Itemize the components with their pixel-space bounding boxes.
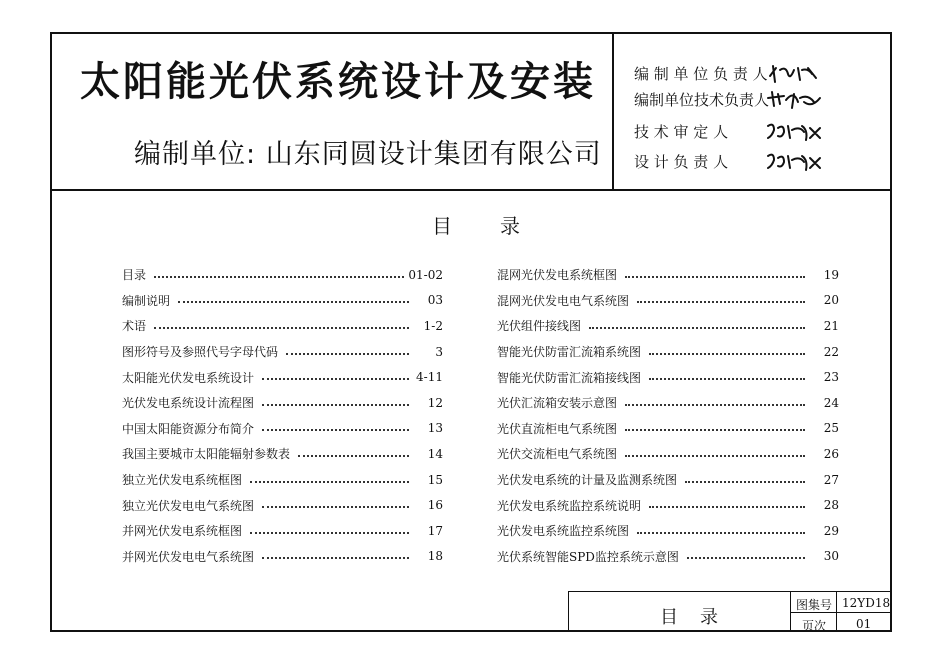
toc-entry-title: 术语: [122, 319, 147, 334]
dot-leader: [625, 404, 805, 406]
signature-role: 技 术 审 定 人: [634, 122, 729, 141]
toc-entry-page: 28: [823, 498, 839, 513]
toc-entry-page: 4-11: [416, 370, 443, 385]
toc-entry-title: 独立光伏发电电气系统图: [122, 498, 255, 513]
dot-leader: [250, 532, 409, 534]
toc-entry: [122, 313, 443, 339]
dot-leader: [637, 532, 805, 534]
document-title: 太阳能光伏系统设计及安装: [80, 59, 596, 105]
dot-leader: [262, 404, 409, 406]
toc-entry: [122, 441, 443, 467]
toc-entry-title: 图形符号及参照代号字母代码: [122, 345, 279, 360]
dot-leader: [625, 455, 805, 457]
toc-entry-title: 编制说明: [122, 293, 171, 308]
toc-entry-title: 光伏发电系统监控系统图: [497, 524, 630, 539]
toc-entry-page: 19: [823, 267, 839, 282]
toc-entry-title: 目录: [122, 268, 147, 283]
dot-leader: [154, 327, 409, 329]
toc-entry: [497, 364, 839, 390]
toc-entry-title: 我国主要城市太阳能辐射参数表: [122, 447, 291, 462]
dot-leader: [250, 481, 409, 483]
toc-entry: [497, 390, 839, 416]
toc-entry-page: 13: [427, 421, 443, 436]
toc-entry: [122, 416, 443, 442]
signature-role: 设 计 负 责 人: [634, 152, 729, 171]
toc-entry-page: 23: [823, 370, 839, 385]
toc-entry: [122, 390, 443, 416]
dot-leader: [649, 353, 805, 355]
handwritten-signature-icon: [764, 120, 824, 142]
toc-entry: [497, 544, 839, 570]
toc-entry-page: 18: [427, 549, 443, 564]
toc-entry-page: 20: [823, 293, 839, 308]
toc-left-column: [122, 262, 443, 569]
toc-heading-char: 目: [432, 214, 452, 238]
dot-leader: [589, 327, 805, 329]
title-block-border: [568, 591, 892, 592]
sheet-name-char: 录: [700, 607, 718, 628]
toc-entry: [122, 288, 443, 314]
dot-leader: [154, 276, 404, 278]
toc-entry: [497, 313, 839, 339]
toc-entry-page: 25: [823, 421, 839, 436]
toc-entry-page: 17: [427, 523, 443, 538]
toc-entry-title: 光伏组件接线图: [497, 319, 582, 334]
title-block-border: [568, 591, 569, 632]
toc-entry: [122, 262, 443, 288]
toc-entry-page: 3: [435, 344, 443, 359]
toc-entry: [122, 518, 443, 544]
toc-entry-title: 中国太阳能资源分布简介: [122, 421, 255, 436]
dot-leader: [298, 455, 409, 457]
dot-leader: [262, 378, 409, 380]
toc-entry-title: 混网光伏发电系统框图: [497, 268, 618, 283]
toc-entry-page: 14: [427, 446, 443, 461]
toc-entry: [122, 544, 443, 570]
dot-leader: [286, 353, 409, 355]
signature-role: 编制单位技术负责人: [634, 90, 770, 109]
toc-entry-title: 光伏汇流箱安装示意图: [497, 396, 618, 411]
toc-entry-title: 光伏发电系统监控系统说明: [497, 498, 642, 513]
dot-leader: [262, 429, 409, 431]
toc-entry: [122, 467, 443, 493]
toc-entry-page: 12: [427, 395, 443, 410]
toc-entry-page: 16: [427, 498, 443, 513]
atlas-number-value: 12YD18: [842, 596, 891, 610]
toc-entry: [497, 518, 839, 544]
handwritten-signature-icon: [764, 62, 824, 84]
toc-right-column: [497, 262, 839, 569]
toc-entry: [497, 262, 839, 288]
toc-entry-title: 光伏直流柜电气系统图: [497, 421, 618, 436]
toc-entry-title: 独立光伏发电系统框图: [122, 473, 243, 488]
toc-entry: [497, 492, 839, 518]
handwritten-signature-icon: [764, 150, 824, 172]
dot-leader: [262, 506, 409, 508]
toc-entry-page: 03: [427, 293, 443, 308]
signature-row: [634, 88, 824, 110]
dot-leader: [625, 429, 805, 431]
toc-entry: [497, 288, 839, 314]
toc-entry-title: 并网光伏发电系统框图: [122, 524, 243, 539]
organization-label: 编制单位:: [134, 139, 257, 170]
toc-entry: [497, 339, 839, 365]
toc-entry-title: 光伏发电系统的计量及监测系统图: [497, 473, 678, 488]
dot-leader: [178, 301, 409, 303]
dot-leader: [649, 378, 805, 380]
toc-entry-title: 智能光伏防雷汇流箱接线图: [497, 370, 642, 385]
dot-leader: [625, 276, 805, 278]
toc-entry: [122, 492, 443, 518]
title-block-sheet-name: [660, 603, 718, 629]
toc-entry-page: 29: [823, 523, 839, 538]
atlas-number-label: 图集号: [796, 598, 833, 612]
signature-role: 编 制 单 位 负 责 人: [634, 64, 768, 83]
signature-row: [634, 120, 824, 142]
toc-entry-title: 太阳能光伏发电系统设计: [122, 370, 255, 385]
toc-entry-page: 24: [823, 395, 839, 410]
toc-entry: [497, 467, 839, 493]
signature-row: [634, 150, 824, 172]
toc-entry: [497, 441, 839, 467]
toc-entry-title: 智能光伏防雷汇流箱系统图: [497, 345, 642, 360]
dot-leader: [685, 481, 805, 483]
dot-leader: [687, 557, 805, 559]
signature-row: [634, 62, 824, 84]
organization-line: [134, 132, 602, 171]
page-number-label: 页次: [802, 619, 827, 633]
toc-entry-page: 1-2: [423, 318, 443, 333]
toc-entry-title: 并网光伏发电电气系统图: [122, 549, 255, 564]
toc-entry-page: 01-02: [408, 267, 443, 282]
toc-entry-title: 光伏交流柜电气系统图: [497, 447, 618, 462]
dot-leader: [262, 557, 409, 559]
toc-entry-title: 光伏系统智能SPD监控系统示意图: [497, 549, 679, 564]
organization-name: 山东同圆设计集团有限公司: [265, 139, 602, 170]
toc-entry-page: 15: [427, 472, 443, 487]
toc-entry: [122, 339, 443, 365]
header-vertical-divider: [612, 32, 614, 189]
toc-entry-page: 26: [823, 446, 839, 461]
toc-entry-page: 21: [823, 318, 839, 333]
toc-entry-page: 27: [823, 472, 839, 487]
dot-leader: [637, 301, 805, 303]
header-divider: [50, 189, 892, 191]
toc-entry-page: 30: [823, 549, 839, 564]
toc-entry: [497, 416, 839, 442]
toc-heading-char: 录: [500, 214, 520, 238]
sheet-name-char: 目: [660, 607, 678, 628]
dot-leader: [649, 506, 805, 508]
page-number-value: 01: [856, 617, 872, 631]
toc-entry: [122, 364, 443, 390]
toc-entry-title: 光伏发电系统设计流程图: [122, 396, 255, 411]
toc-entry-title: 混网光伏发电电气系统图: [497, 293, 630, 308]
toc-entry-page: 22: [823, 344, 839, 359]
handwritten-signature-icon: [764, 88, 824, 110]
